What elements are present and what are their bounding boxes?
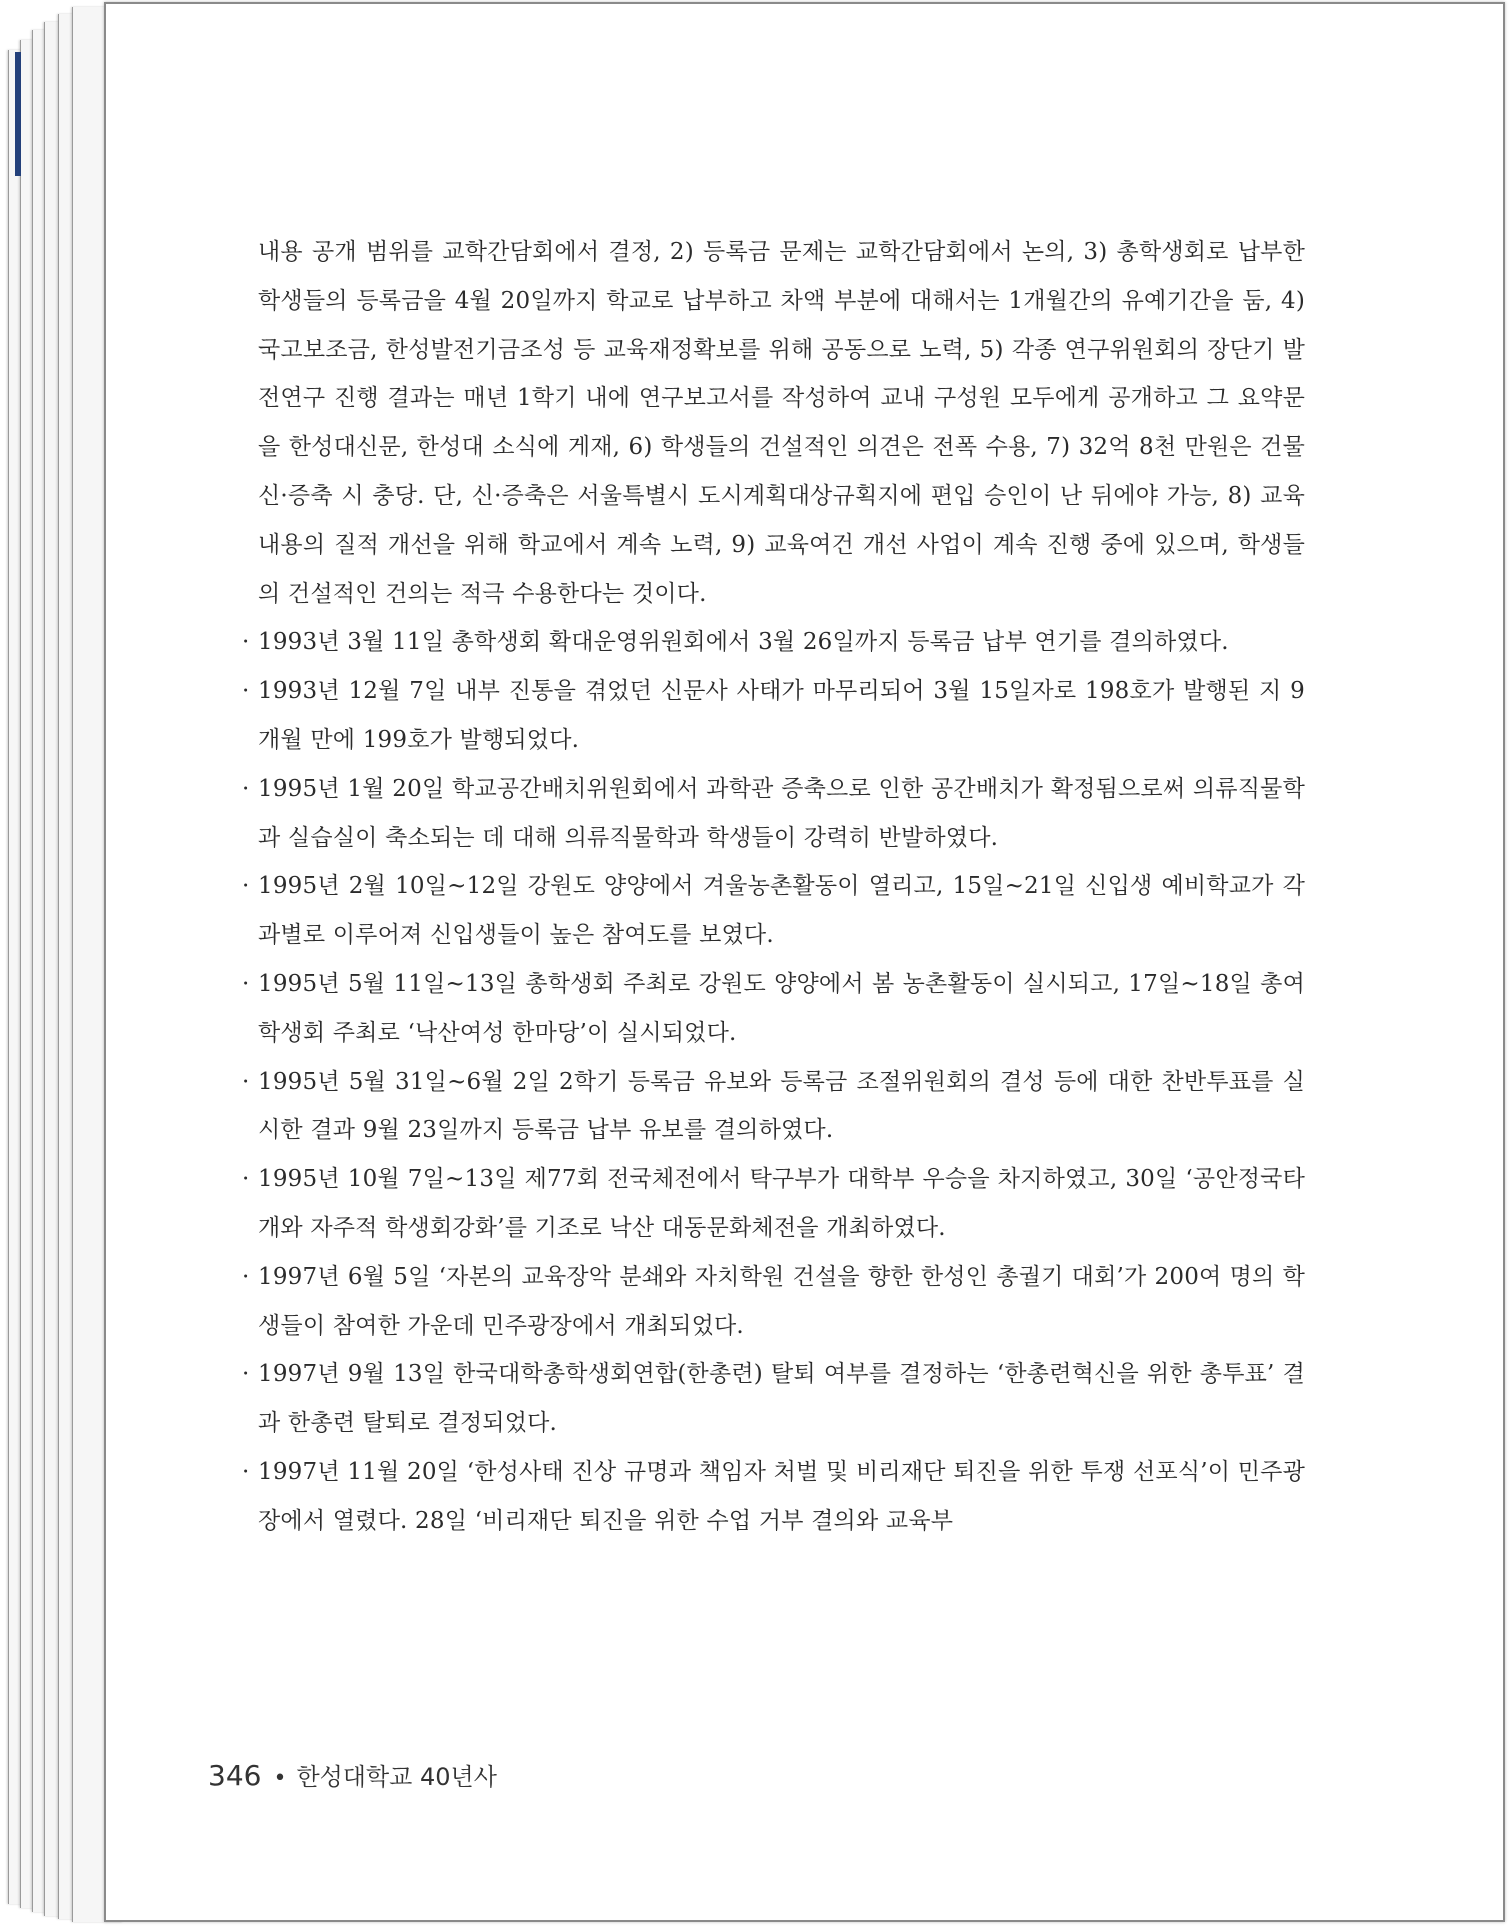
bullet: · xyxy=(242,970,250,997)
bullet: · xyxy=(242,1361,250,1388)
bullet: · xyxy=(242,775,250,802)
page-body xyxy=(244,228,1305,1546)
list-item xyxy=(244,1448,1305,1546)
list-item-text: 1997년 6월 5일 ‘자본의 교육장악 분쇄와 자치학원 건설을 향한 한성인 총궐기 대회’가 200여 명의 학생들이 참여한 가운데 민주광장에서 개최되었다. xyxy=(258,1263,1305,1339)
bullet: · xyxy=(242,1458,250,1485)
footer-separator: • xyxy=(273,1766,287,1791)
list-item xyxy=(244,862,1305,960)
bullet: · xyxy=(242,678,250,705)
page-stack-edges xyxy=(0,0,108,1926)
list-item xyxy=(244,1155,1305,1253)
list-item xyxy=(244,1253,1305,1351)
list-item xyxy=(244,1350,1305,1448)
book-title: 한성대학교 40년사 xyxy=(296,1763,497,1791)
bullet: · xyxy=(242,1068,250,1095)
list-item-text: 1995년 5월 11일~13일 총학생회 주최로 강원도 양양에서 봄 농촌활동이 실시되고, 17일~18일 총여학생회 주최로 ‘낙산여성 한마당’이 실시되었다. xyxy=(258,970,1305,1046)
chapter-tab-marker xyxy=(15,52,21,176)
list-item-text: 1995년 1월 20일 학교공간배치위원회에서 과학관 증축으로 인한 공간배치가 확정됨으로써 의류직물학과 실습실이 축소되는 데 대해 의류직물학과 학생들이 강력히 반발하였다. xyxy=(258,775,1305,851)
list-item-text: 1995년 10월 7일~13일 제77회 전국체전에서 탁구부가 대학부 우승을 차지하였고, 30일 ‘공안정국타개와 자주적 학생회강화’를 기조로 낙산 대동문화체전을 개최하였다. xyxy=(258,1166,1305,1241)
bullet: · xyxy=(242,1263,250,1290)
list-item-text: 1997년 9월 13일 한국대학총학생회연합(한총련) 탈퇴 여부를 결정하는 ‘한총련혁신을 위한 총투표’ 결과 한총련 탈퇴로 결정되었다. xyxy=(258,1361,1305,1437)
intro-paragraph: 내용 공개 범위를 교학간담회에서 결정, 2) 등록금 문제는 교학간담회에서 논의, 3) 총학생회로 납부한 학생들의 등록금을 4월 20일까지 학교로 납부하고 차액 부분에 대해서는 1개월간의 유예기간을 둠, 4) 국고보조금, 한성발전기금조성 등 교육재정확보를 위해 공동으로 노력, 5) 각종 연구위원회의 장단기 발전연구 진행 결과는 매년 1학기 내에 연구보고서를 작성하여 교내 구성원 모두에게 공개하고 그 요약문을 한성대신문, 한성대 소식에 게재, 6) 학생들의 건설적인 의견은 전폭 수용, 7) 32억 8천 만원은 건물 신·증축 시 충당. 단, 신·증축은 서울특별시 도시계획대상규획지에 편입 승인이 난 뒤에야 가능, 8) 교육 내용의 질적 개선을 위해 학교에서 계속 노력, 9) 교육여건 개선 사업이 계속 진행 중에 있으며, 학생들의 건설적인 건의는 적극 수용한다는 것이다. xyxy=(258,239,1305,607)
page-footer xyxy=(208,1757,497,1792)
list-item-text: 1993년 12월 7일 내부 진통을 겪었던 신문사 사태가 마무리되어 3월 15일자로 198호가 발행된 지 9개월 만에 199호가 발행되었다. xyxy=(258,678,1305,753)
list-item xyxy=(244,765,1305,863)
list-item-text: 1997년 11월 20일 ‘한성사태 진상 규명과 책임자 처벌 및 비리재단 퇴진을 위한 투쟁 선포식’이 민주광장에서 열렸다. 28일 ‘비리재단 퇴진을 위한 수업 거부 결의와 교육부 xyxy=(258,1458,1305,1534)
list-item xyxy=(244,1058,1305,1156)
bullet: · xyxy=(242,873,250,900)
list-item-text: 1993년 3월 11일 총학생회 확대운영위원회에서 3월 26일까지 등록금 납부 연기를 결의하였다. xyxy=(258,629,1229,656)
page-number: 346 xyxy=(208,1759,262,1792)
list-item-text: 1995년 2월 10일~12일 강원도 양양에서 겨울농촌활동이 열리고, 15일~21일 신입생 예비학교가 각 과별로 이루어져 신입생들이 높은 참여도를 보였다. xyxy=(258,873,1305,949)
bullet: · xyxy=(242,629,250,656)
list-item xyxy=(244,960,1305,1058)
bullet: · xyxy=(242,1166,250,1193)
list-item-text: 1995년 5월 31일~6월 2일 2학기 등록금 유보와 등록금 조절위원회의 결성 등에 대한 찬반투표를 실시한 결과 9월 23일까지 등록금 납부 유보를 결의하였다. xyxy=(258,1068,1305,1144)
list-item xyxy=(244,618,1305,667)
list-item xyxy=(244,667,1305,765)
